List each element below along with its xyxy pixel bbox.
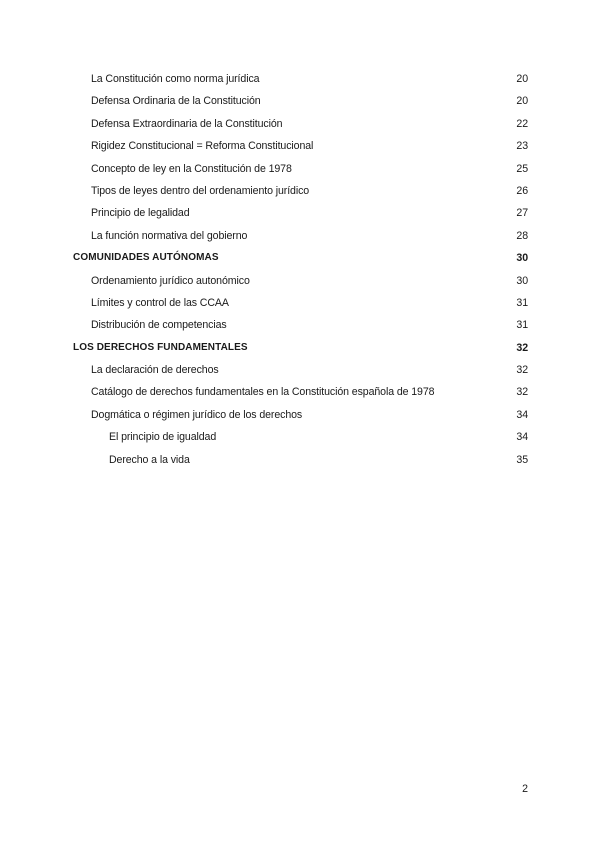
toc-entry[interactable] bbox=[0, 381, 600, 403]
toc-entry-title: Defensa Extraordinaria de la Constitución bbox=[91, 117, 283, 130]
toc-entry-title: Dogmática o régimen jurídico de los derechos bbox=[91, 408, 303, 421]
toc-entry-title: Distribución de competencias bbox=[91, 319, 227, 332]
toc-entry-title: Catálogo de derechos fundamentales en la Constitución española de 1978 bbox=[91, 386, 435, 399]
toc-entry[interactable] bbox=[0, 158, 600, 180]
toc-subentry-title: El principio de igualdad bbox=[109, 431, 217, 444]
page-number: 2 bbox=[522, 783, 528, 795]
toc-entry[interactable] bbox=[0, 225, 600, 247]
toc-entry-title: Límites y control de las CCAA bbox=[91, 296, 229, 309]
toc-entry-page: 27 bbox=[516, 207, 528, 220]
toc-entry-title: Rigidez Constitucional = Reforma Constitucional bbox=[91, 140, 314, 153]
toc-subentry-page: 34 bbox=[516, 431, 528, 444]
toc-section-heading[interactable] bbox=[0, 247, 600, 269]
toc-entry[interactable] bbox=[0, 68, 600, 90]
toc-subentry-title: Derecho a la vida bbox=[109, 453, 190, 466]
toc-entry[interactable] bbox=[0, 359, 600, 381]
toc-entry-page: 25 bbox=[516, 162, 528, 175]
toc-entry-page: 31 bbox=[516, 319, 528, 332]
toc-section-title: LOS DERECHOS FUNDAMENTALES bbox=[73, 341, 248, 353]
toc-entry[interactable] bbox=[0, 90, 600, 112]
toc-entry[interactable] bbox=[0, 113, 600, 135]
toc-section-heading[interactable] bbox=[0, 337, 600, 359]
toc-entry-title: Defensa Ordinaria de la Constitución bbox=[91, 95, 261, 108]
toc-entry[interactable] bbox=[0, 314, 600, 336]
toc-entry-page: 23 bbox=[516, 140, 528, 153]
toc-entry[interactable] bbox=[0, 292, 600, 314]
toc-section-title: COMUNIDADES AUTÓNOMAS bbox=[73, 252, 219, 264]
toc-entry-page: 20 bbox=[516, 73, 528, 85]
toc-entry[interactable] bbox=[0, 135, 600, 157]
toc-subentry[interactable] bbox=[0, 449, 600, 471]
table-of-contents bbox=[0, 68, 600, 471]
toc-entry-title: La declaración de derechos bbox=[91, 364, 219, 377]
toc-entry-page: 30 bbox=[516, 274, 528, 287]
toc-section-page: 32 bbox=[516, 341, 528, 354]
toc-entry-page: 22 bbox=[516, 117, 528, 130]
toc-entry-title: Principio de legalidad bbox=[91, 207, 190, 220]
toc-subentry-page: 35 bbox=[516, 453, 528, 466]
toc-entry-page: 34 bbox=[516, 408, 528, 421]
toc-entry-page: 26 bbox=[516, 184, 528, 197]
toc-entry[interactable] bbox=[0, 404, 600, 426]
toc-entry[interactable] bbox=[0, 202, 600, 224]
toc-entry-title: La función normativa del gobierno bbox=[91, 229, 248, 242]
toc-entry[interactable] bbox=[0, 180, 600, 202]
toc-entry-page: 28 bbox=[516, 229, 528, 242]
toc-section-page: 30 bbox=[516, 252, 528, 265]
toc-subentry[interactable] bbox=[0, 426, 600, 448]
toc-entry-page: 20 bbox=[516, 95, 528, 108]
toc-entry[interactable] bbox=[0, 270, 600, 292]
toc-entry-page: 32 bbox=[516, 386, 528, 399]
toc-entry-page: 31 bbox=[516, 296, 528, 309]
toc-entry-page: 32 bbox=[516, 364, 528, 377]
toc-entry-title: Ordenamiento jurídico autonómico bbox=[91, 274, 250, 287]
toc-entry-title: Concepto de ley en la Constitución de 1978 bbox=[91, 162, 292, 175]
toc-entry-title: La Constitución como norma jurídica bbox=[91, 73, 260, 85]
toc-entry-title: Tipos de leyes dentro del ordenamiento jurídico bbox=[91, 184, 310, 197]
